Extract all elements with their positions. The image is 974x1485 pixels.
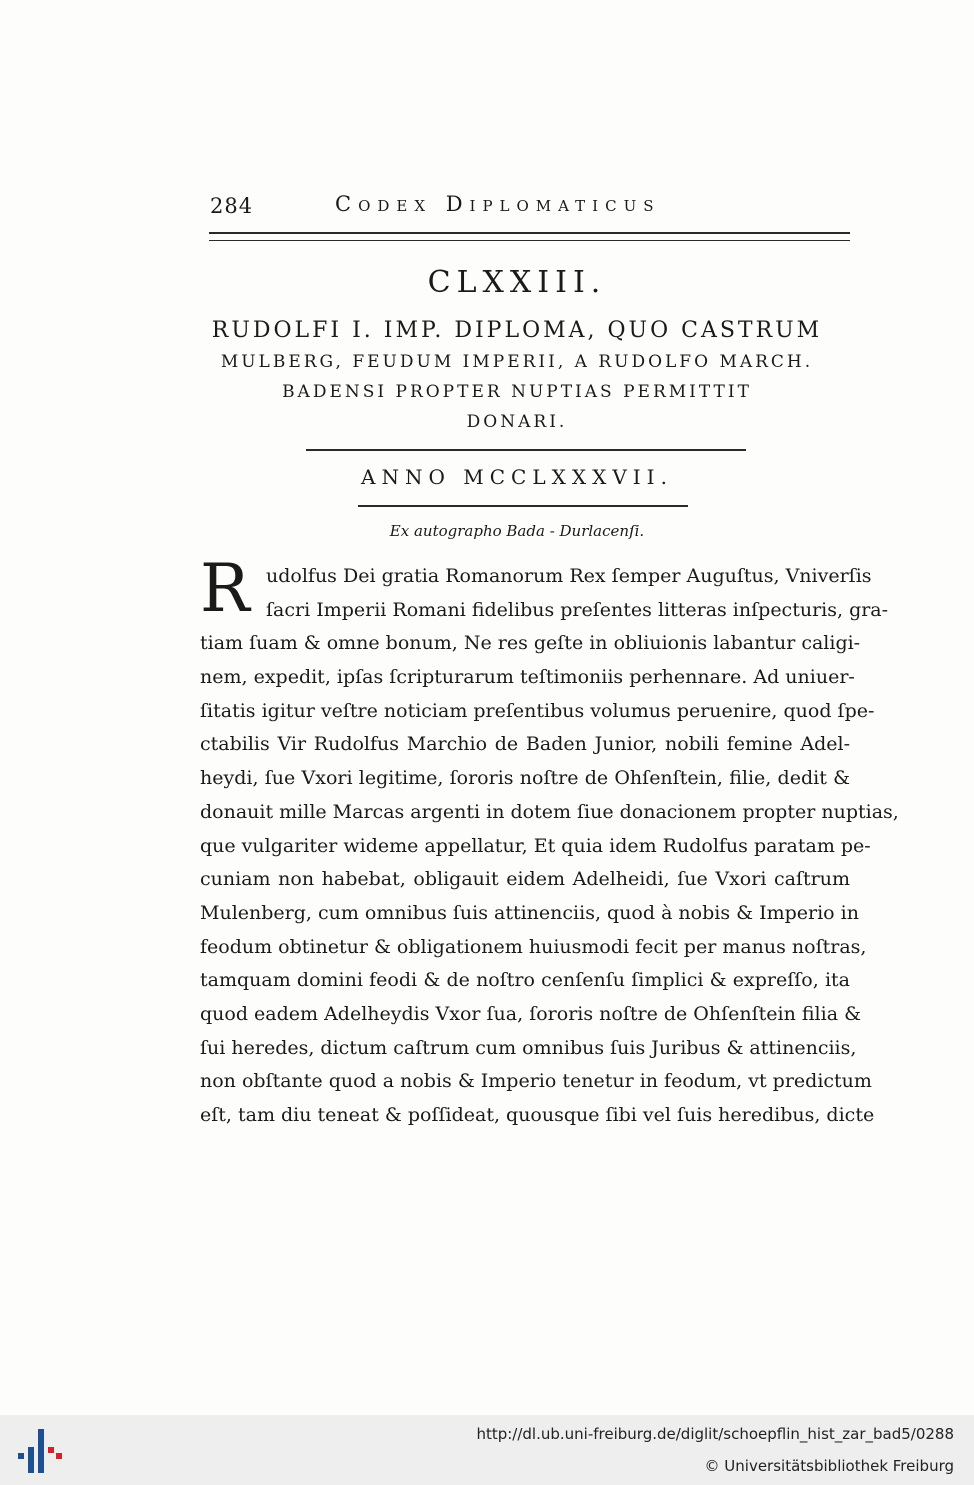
heading-line-1: RUDOLFI I. IMP. DIPLOMA, QUO CASTRUM <box>211 318 823 343</box>
text-line: quod eadem Adelheydis Vxor ſua, ſororis noſtre de Ohſenſtein filia & <box>200 1002 861 1025</box>
text-line: cuniam non habebat, obligauit eidem Adelheidi, ſue Vxori caſtrum <box>200 868 850 891</box>
copyright-notice: © Universitätsbibliothek Freiburg <box>704 1457 954 1475</box>
double-rule <box>209 232 850 241</box>
text-line: tamquam domini feodi & de noſtro cenſenſu ſimplici & expreſſo, ita <box>200 969 850 992</box>
text-line: heydi, ſue Vxori legitime, ſororis noſtre de Ohſenſtein, filie, dedit & <box>200 767 850 790</box>
text-line: nem, expedit, ipſas ſcripturarum teſtimoniis perhennare. Ad uniuer- <box>200 666 855 689</box>
viewer-footer <box>0 1415 974 1485</box>
year-rule <box>358 505 688 507</box>
text-line: non obſtante quod a nobis & Imperio tenetur in feodum, vt predictum <box>200 1070 872 1093</box>
permalink-url[interactable]: http://dl.ub.uni-freiburg.de/diglit/schoepflin_hist_zar_bad5/0288 <box>476 1425 954 1443</box>
text-line: Mulenberg, cum omnibus ſuis attinenciis, quod à nobis & Imperio in <box>200 901 859 924</box>
text-line: ſacri Imperii Romani fidelibus preſentes litteras inſpecturis, gra- <box>266 598 889 621</box>
document-body <box>200 550 899 1133</box>
source-note: Ex autographo Bada - Durlacenſi. <box>389 522 645 540</box>
text-line: feodum obtinetur & obligationem huiusmodi fecit per manus noſtras, <box>200 935 867 958</box>
text-line: donauit mille Marcas argenti in dotem ſiue donacionem propter nuptias, <box>200 800 899 823</box>
running-title: Codex Diplomaticus <box>335 192 661 216</box>
heading-line-2: MULBERG, FEUDUM IMPERII, A RUDOLFO MARCH. <box>220 352 814 372</box>
text-line: tiam ſuam & omne bonum, Ne res geſte in obliuionis labantur caligi- <box>200 632 861 655</box>
document-year: ANNO MCCLXXXVII. <box>361 465 673 489</box>
heading-line-3: BADENSI PROPTER NUPTIAS PERMITTIT <box>282 382 752 402</box>
heading-rule <box>306 449 746 451</box>
text-line: eſt, tam diu teneat & poſſideat, quousque ſibi vel ſuis heredibus, dicte <box>200 1104 875 1126</box>
text-line: que vulgariter wideme appellatur, Et quia idem Rudolfus paratam pe- <box>200 834 871 857</box>
text-line: ſitatis igitur veſtre noticiam preſentibus volumus peruenire, quod ſpe- <box>200 699 875 722</box>
running-head <box>210 192 850 222</box>
heading-line-4: DONARI. <box>466 412 568 432</box>
drop-cap: R <box>200 550 250 627</box>
text-line: ſui heredes, dictum caſtrum cum omnibus ſuis Juribus & attinenciis, <box>200 1036 857 1059</box>
document-number: CLXXIII. <box>427 265 607 300</box>
text-line: ctabilis Vir Rudolfus Marchio de Baden Junior, nobili femine Adel- <box>200 733 850 756</box>
text-line: udolfus Dei gratia Romanorum Rex ſemper Auguſtus, Vniverſis <box>266 565 872 587</box>
page-number: 284 <box>210 194 254 218</box>
ub-freiburg-logo-icon[interactable] <box>18 1427 62 1475</box>
